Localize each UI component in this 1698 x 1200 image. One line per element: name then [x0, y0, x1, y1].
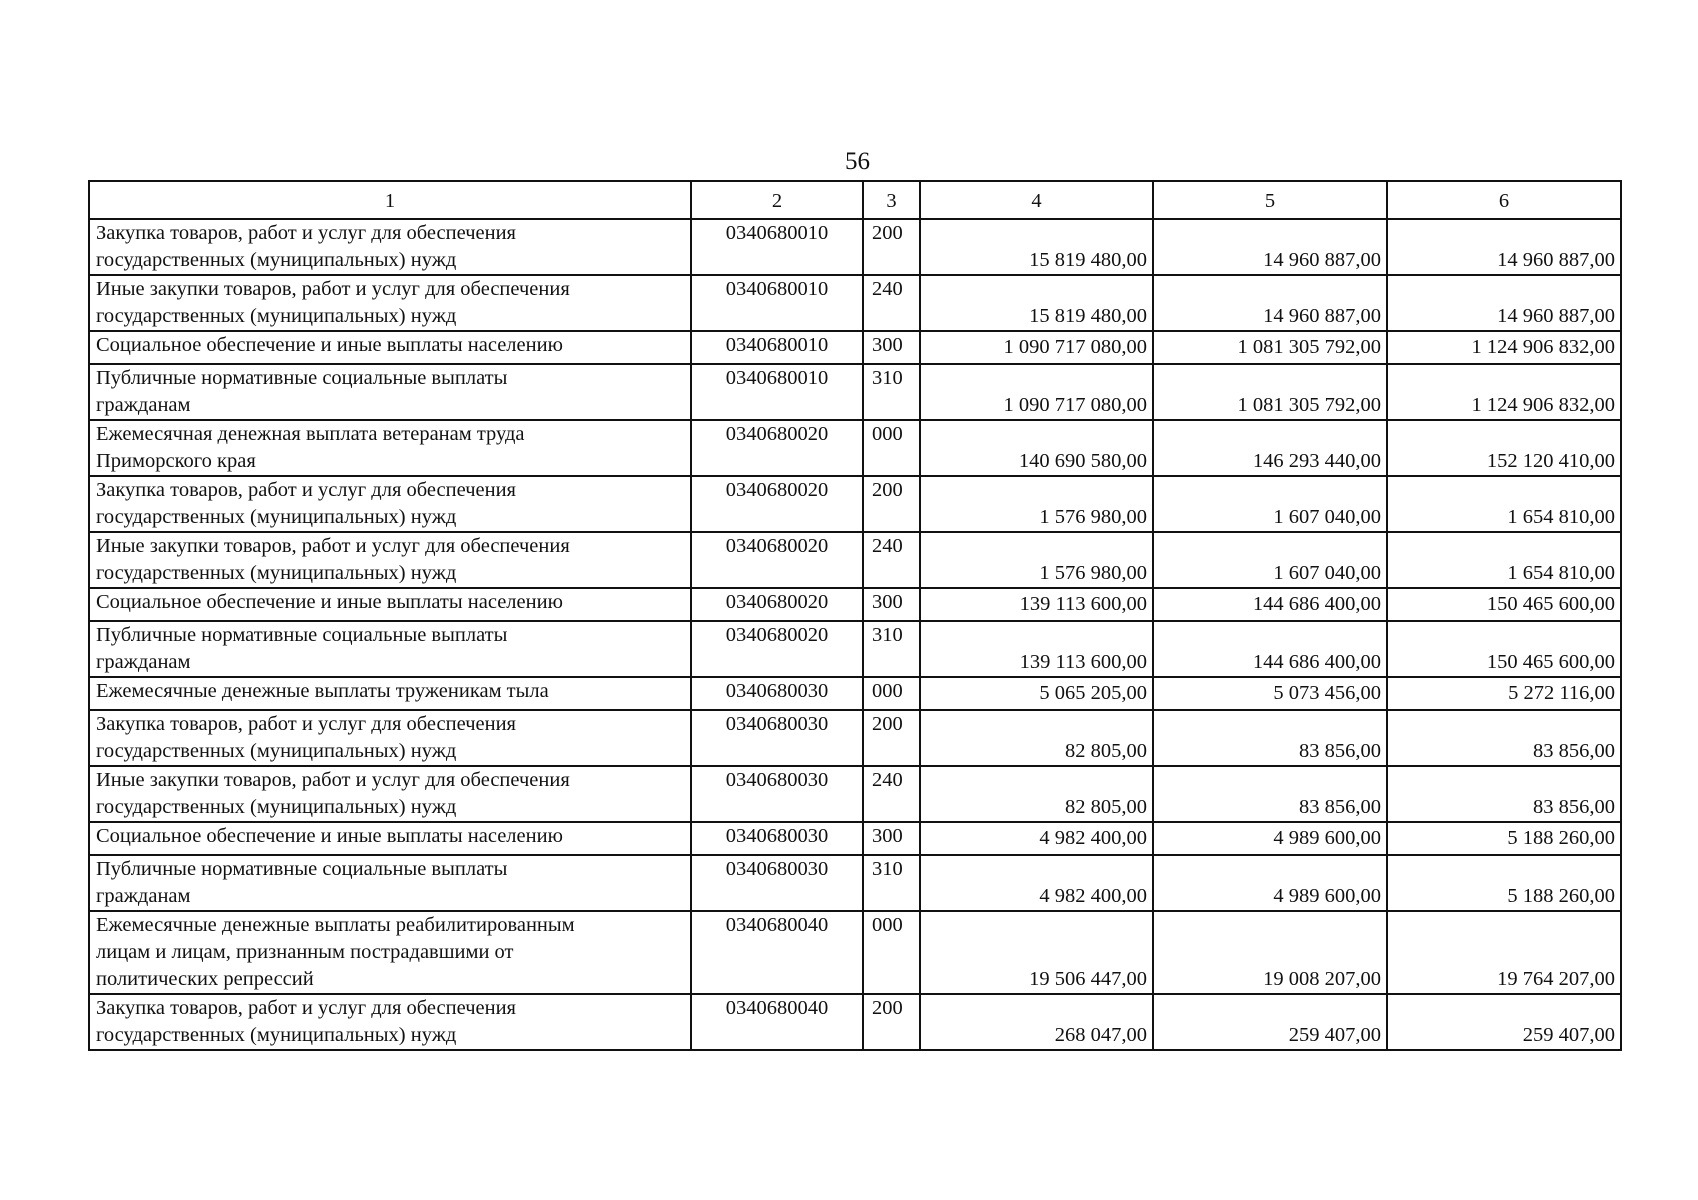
row-target-code: 0340680040 [691, 994, 863, 1050]
row-value-col6: 5 188 260,00 [1387, 822, 1621, 855]
row-description: Закупка товаров, работ и услуг для обеспечения государственных (муниципальных) нужд [89, 994, 691, 1050]
row-value-col5: 14 960 887,00 [1153, 275, 1387, 331]
row-expense-kind: 310 [863, 621, 920, 677]
row-value-col6: 1 654 810,00 [1387, 532, 1621, 588]
column-header: 5 [1153, 181, 1387, 219]
row-target-code: 0340680020 [691, 588, 863, 621]
row-target-code: 0340680010 [691, 275, 863, 331]
row-target-code: 0340680020 [691, 476, 863, 532]
row-value-col6: 259 407,00 [1387, 994, 1621, 1050]
row-expense-kind: 000 [863, 677, 920, 710]
row-value-col5: 1 081 305 792,00 [1153, 364, 1387, 420]
row-value-col6: 14 960 887,00 [1387, 275, 1621, 331]
row-description: Иные закупки товаров, работ и услуг для обеспечения государственных (муниципальных) нужд [89, 532, 691, 588]
row-target-code: 0340680030 [691, 710, 863, 766]
row-value-col4: 268 047,00 [920, 994, 1153, 1050]
row-value-col4: 15 819 480,00 [920, 275, 1153, 331]
row-value-col4: 1 576 980,00 [920, 532, 1153, 588]
column-header: 1 [89, 181, 691, 219]
row-value-col5: 4 989 600,00 [1153, 855, 1387, 911]
column-header: 6 [1387, 181, 1621, 219]
budget-table [88, 180, 1622, 1051]
row-value-col4: 139 113 600,00 [920, 621, 1153, 677]
row-description: Социальное обеспечение и иные выплаты населению [89, 331, 691, 364]
table-row [89, 532, 1621, 588]
row-description: Закупка товаров, работ и услуг для обеспечения государственных (муниципальных) нужд [89, 710, 691, 766]
row-value-col4: 139 113 600,00 [920, 588, 1153, 621]
row-value-col4: 1 090 717 080,00 [920, 331, 1153, 364]
row-expense-kind: 300 [863, 588, 920, 621]
row-value-col5: 259 407,00 [1153, 994, 1387, 1050]
row-value-col6: 5 272 116,00 [1387, 677, 1621, 710]
table-row [89, 911, 1621, 994]
table-row [89, 420, 1621, 476]
row-target-code: 0340680020 [691, 532, 863, 588]
row-value-col4: 82 805,00 [920, 710, 1153, 766]
row-value-col6: 1 124 906 832,00 [1387, 331, 1621, 364]
row-value-col6: 5 188 260,00 [1387, 855, 1621, 911]
row-description: Иные закупки товаров, работ и услуг для обеспечения государственных (муниципальных) нужд [89, 275, 691, 331]
row-description: Публичные нормативные социальные выплаты гражданам [89, 364, 691, 420]
table-row [89, 621, 1621, 677]
row-value-col5: 4 989 600,00 [1153, 822, 1387, 855]
row-description: Публичные нормативные социальные выплаты гражданам [89, 855, 691, 911]
row-value-col4: 140 690 580,00 [920, 420, 1153, 476]
row-value-col6: 152 120 410,00 [1387, 420, 1621, 476]
row-value-col6: 150 465 600,00 [1387, 588, 1621, 621]
row-target-code: 0340680010 [691, 364, 863, 420]
row-value-col4: 1 090 717 080,00 [920, 364, 1153, 420]
table-row [89, 766, 1621, 822]
row-description: Ежемесячные денежные выплаты труженикам тыла [89, 677, 691, 710]
row-expense-kind: 200 [863, 219, 920, 275]
table-row [89, 588, 1621, 621]
row-value-col6: 150 465 600,00 [1387, 621, 1621, 677]
table-row [89, 364, 1621, 420]
row-expense-kind: 200 [863, 476, 920, 532]
row-value-col6: 83 856,00 [1387, 710, 1621, 766]
table-row [89, 476, 1621, 532]
row-value-col5: 83 856,00 [1153, 766, 1387, 822]
table-row [89, 275, 1621, 331]
row-description: Ежемесячная денежная выплата ветеранам труда Приморского края [89, 420, 691, 476]
row-value-col6: 19 764 207,00 [1387, 911, 1621, 994]
row-expense-kind: 240 [863, 532, 920, 588]
row-target-code: 0340680030 [691, 677, 863, 710]
table-row [89, 331, 1621, 364]
row-value-col4: 82 805,00 [920, 766, 1153, 822]
row-value-col5: 1 607 040,00 [1153, 476, 1387, 532]
row-expense-kind: 300 [863, 822, 920, 855]
column-header: 3 [863, 181, 920, 219]
row-target-code: 0340680040 [691, 911, 863, 994]
table-row [89, 219, 1621, 275]
row-value-col4: 5 065 205,00 [920, 677, 1153, 710]
row-expense-kind: 240 [863, 275, 920, 331]
table-row [89, 994, 1621, 1050]
page-number: 56 [845, 148, 870, 175]
row-value-col6: 1 654 810,00 [1387, 476, 1621, 532]
row-value-col6: 83 856,00 [1387, 766, 1621, 822]
row-value-col5: 19 008 207,00 [1153, 911, 1387, 994]
row-value-col6: 1 124 906 832,00 [1387, 364, 1621, 420]
row-value-col5: 83 856,00 [1153, 710, 1387, 766]
row-expense-kind: 200 [863, 710, 920, 766]
row-description: Закупка товаров, работ и услуг для обеспечения государственных (муниципальных) нужд [89, 476, 691, 532]
row-value-col5: 14 960 887,00 [1153, 219, 1387, 275]
row-description: Ежемесячные денежные выплаты реабилитированным лицам и лицам, признанным пострадавшими от политических репрессий [89, 911, 691, 994]
row-expense-kind: 300 [863, 331, 920, 364]
row-value-col5: 1 607 040,00 [1153, 532, 1387, 588]
row-target-code: 0340680030 [691, 822, 863, 855]
column-header: 2 [691, 181, 863, 219]
row-target-code: 0340680020 [691, 420, 863, 476]
row-value-col5: 5 073 456,00 [1153, 677, 1387, 710]
row-value-col4: 4 982 400,00 [920, 822, 1153, 855]
table-row [89, 677, 1621, 710]
row-value-col5: 144 686 400,00 [1153, 621, 1387, 677]
row-value-col5: 144 686 400,00 [1153, 588, 1387, 621]
row-value-col4: 19 506 447,00 [920, 911, 1153, 994]
row-value-col5: 1 081 305 792,00 [1153, 331, 1387, 364]
row-expense-kind: 000 [863, 911, 920, 994]
column-header: 4 [920, 181, 1153, 219]
row-value-col4: 4 982 400,00 [920, 855, 1153, 911]
row-target-code: 0340680010 [691, 331, 863, 364]
row-description: Социальное обеспечение и иные выплаты населению [89, 588, 691, 621]
table-row [89, 822, 1621, 855]
row-expense-kind: 000 [863, 420, 920, 476]
table-row [89, 855, 1621, 911]
row-description: Закупка товаров, работ и услуг для обеспечения государственных (муниципальных) нужд [89, 219, 691, 275]
row-target-code: 0340680020 [691, 621, 863, 677]
row-expense-kind: 310 [863, 855, 920, 911]
row-description: Социальное обеспечение и иные выплаты населению [89, 822, 691, 855]
row-description: Иные закупки товаров, работ и услуг для обеспечения государственных (муниципальных) нужд [89, 766, 691, 822]
row-value-col4: 15 819 480,00 [920, 219, 1153, 275]
row-value-col6: 14 960 887,00 [1387, 219, 1621, 275]
row-expense-kind: 310 [863, 364, 920, 420]
row-expense-kind: 200 [863, 994, 920, 1050]
row-target-code: 0340680030 [691, 766, 863, 822]
row-value-col4: 1 576 980,00 [920, 476, 1153, 532]
table-row [89, 710, 1621, 766]
row-target-code: 0340680010 [691, 219, 863, 275]
table-header-row [89, 181, 1621, 219]
row-expense-kind: 240 [863, 766, 920, 822]
row-value-col5: 146 293 440,00 [1153, 420, 1387, 476]
row-description: Публичные нормативные социальные выплаты гражданам [89, 621, 691, 677]
row-target-code: 0340680030 [691, 855, 863, 911]
